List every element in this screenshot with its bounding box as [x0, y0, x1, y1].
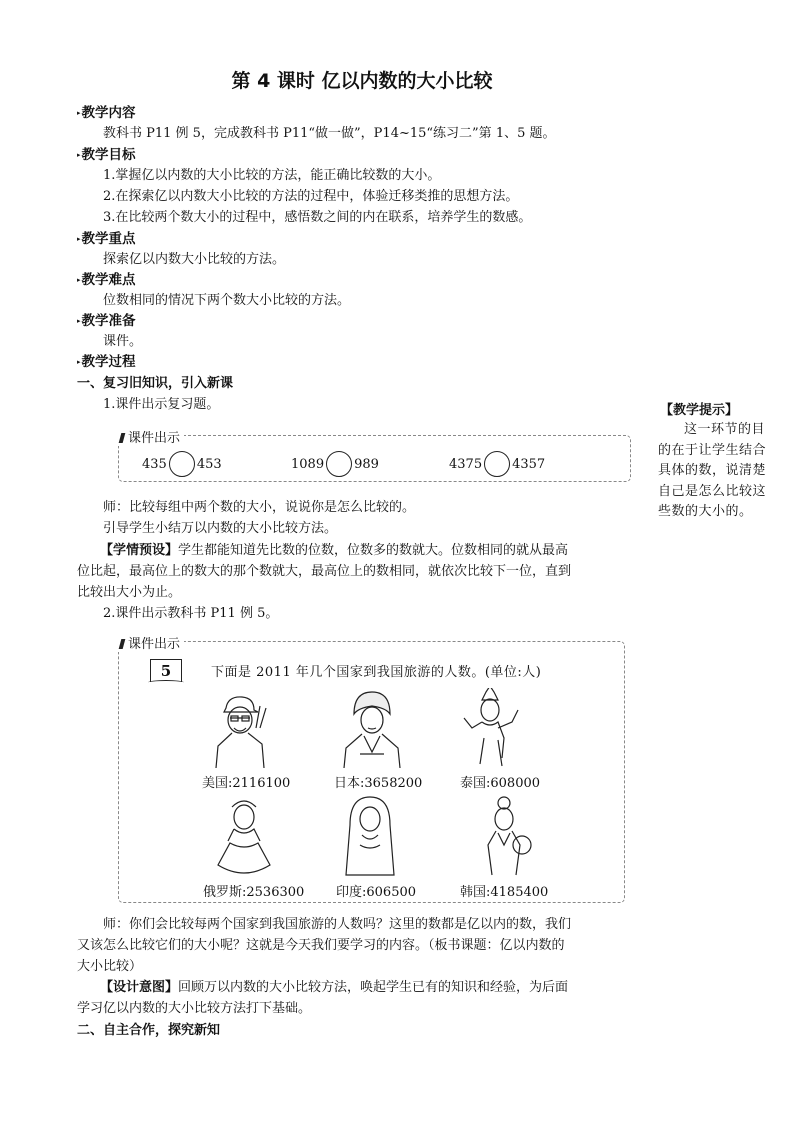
book-icon: [148, 680, 184, 685]
goal-3: 3.在比较两个数大小的过程中，感悟数之间的内在联系，培养学生的数感。: [103, 210, 532, 225]
page-title: 第 4 课时 亿以内数的大小比较: [231, 70, 493, 92]
caption-japan: 日本:3658200: [334, 776, 423, 791]
courseware-label-1: 课件出示: [116, 427, 184, 446]
section-heading-goals: ▸教学目标: [77, 147, 136, 163]
section-heading-difficulty: ▸教学难点: [77, 272, 136, 288]
difficulty-text: 位数相同的情况下两个数大小比较的方法。: [103, 293, 351, 308]
step1-text: 1.课件出示复习题。: [103, 397, 220, 412]
teacher-text-1: 师：比较每组中两个数的大小，说说你是怎么比较的。: [103, 500, 416, 515]
russia-person-illustration: [212, 795, 276, 877]
caption-usa: 美国:2116100: [202, 776, 291, 791]
india-person-illustration: [338, 795, 402, 877]
compare-circle: [484, 451, 510, 477]
section-heading-prep: ▸教学准备: [77, 313, 136, 329]
design-line-2: 学习亿以内数的大小比较方法打下基础。: [77, 1001, 312, 1016]
japan-person-illustration: [340, 688, 404, 768]
section-heading-process: ▸教学过程: [77, 354, 136, 370]
thailand-person-illustration: [458, 688, 522, 768]
part1-heading: 一、复习旧知识，引入新课: [77, 376, 234, 391]
goal-1: 1.掌握亿以内数的大小比较的方法，能正确比较数的大小。: [103, 168, 441, 183]
yuqing-line-3: 比较出大小为止。: [77, 585, 182, 600]
compare-1: 435 453: [142, 451, 222, 477]
yuqing-line-1: 【学情预设】学生都能知道先比数的位数，位数多的数就大。位数相同的就从最高: [100, 543, 569, 558]
compare-circle: [326, 451, 352, 477]
section-heading-key: ▸教学重点: [77, 231, 136, 247]
content-text: 教科书 P11 例 5，完成教科书 P11“做一做”，P14~15“练习二”第 1、5 题。: [103, 126, 556, 141]
caption-india: 印度:606500: [336, 885, 417, 900]
section-heading-content: ▸教学内容: [77, 105, 136, 121]
korea-person-illustration: [472, 795, 536, 877]
compare-2: 1089 989: [291, 451, 379, 477]
yuqing-line-2: 位比起，最高位上的数大的那个数就大，最高位上的数相同，就依次比较下一位，直到: [77, 564, 572, 579]
side-note-title: 【教学提示】: [660, 403, 739, 418]
caption-korea: 韩国:4185400: [460, 885, 549, 900]
example-text: 下面是 2011 年几个国家到我国旅游的人数。(单位:人): [211, 665, 542, 680]
side-note-text: 这一环节的目的在于让学生结合具体的数，说清楚自己是怎么比较这些数的大小的。: [658, 422, 767, 519]
prep-text: 课件。: [103, 334, 143, 349]
caption-russia: 俄罗斯:2536300: [203, 885, 305, 900]
courseware-label-2: 课件出示: [116, 633, 184, 652]
teacher-text-5: 大小比较）: [77, 959, 143, 974]
teacher-text-3: 师：你们会比较每两个国家到我国旅游的人数吗？这里的数都是亿以内的数，我们: [103, 917, 572, 932]
goal-2: 2.在探索亿以内数大小比较的方法的过程中，体验迁移类推的思想方法。: [103, 189, 519, 204]
design-line-1: 【设计意图】回顾万以内数的大小比较方法，唤起学生已有的知识和经验，为后面: [100, 980, 569, 995]
part2-heading: 二、自主合作，探究新知: [77, 1023, 221, 1038]
teacher-text-2: 引导学生小结万以内数的大小比较方法。: [103, 521, 338, 536]
step2-text: 2.课件出示教科书 P11 例 5。: [103, 606, 279, 621]
teacher-text-4: 又该怎么比较它们的大小呢？这就是今天我们要学习的内容。（板书课题：亿以内数的: [77, 938, 565, 953]
example-number: 5: [150, 659, 182, 682]
compare-circle: [169, 451, 195, 477]
caption-thailand: 泰国:608000: [460, 776, 541, 791]
compare-3: 4375 4357: [449, 451, 545, 477]
key-text: 探索亿以内数大小比较的方法。: [103, 252, 286, 267]
usa-person-illustration: [208, 688, 272, 768]
